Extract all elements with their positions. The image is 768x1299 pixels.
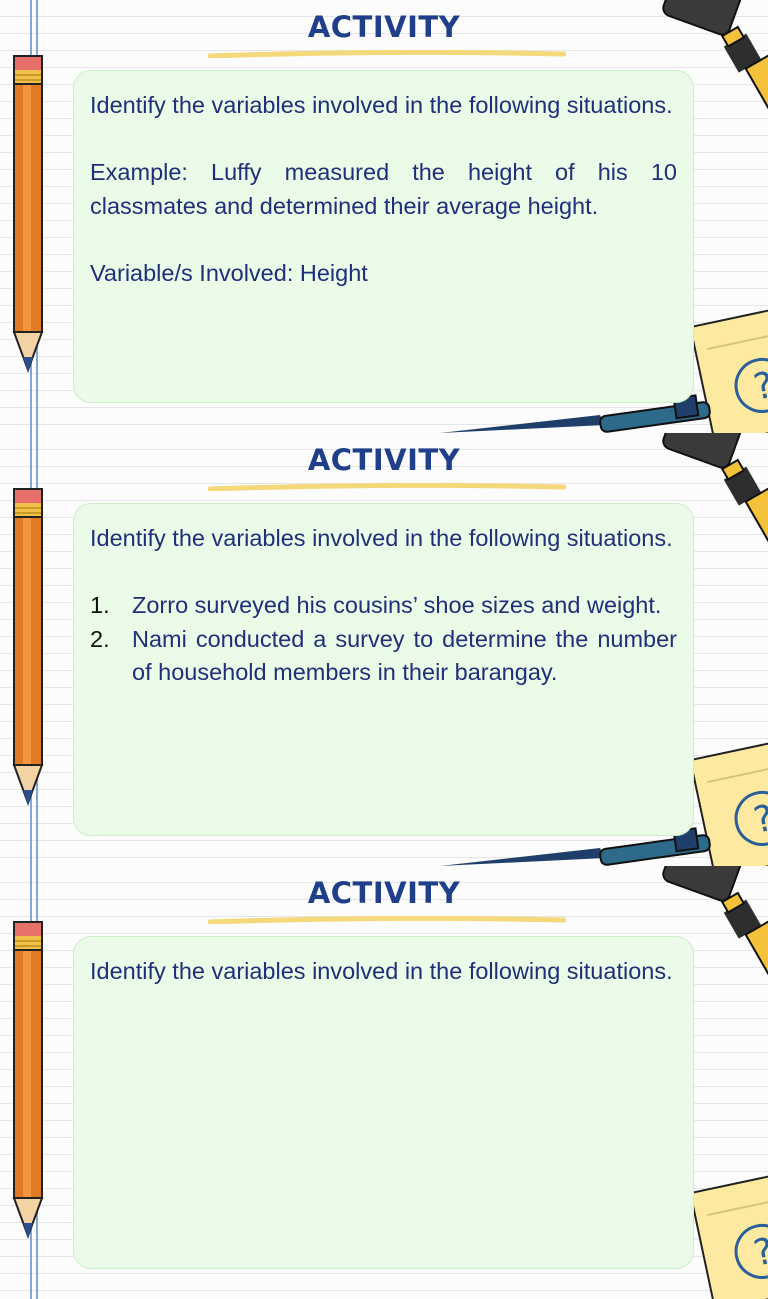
instruction-text: Identify the variables involved in the following situations. (90, 92, 673, 118)
list-item (90, 623, 677, 690)
activity-card (73, 503, 694, 836)
list-item-text: Nami conducted a survey to determine the number of household members in their barangay. (132, 625, 677, 685)
title-underline (208, 483, 566, 491)
pencil-icon (8, 918, 48, 1248)
list-number: 2. (90, 625, 110, 652)
instruction-text: Identify the variables involved in the following situations. (90, 958, 673, 984)
slide-title: ACTIVITY (307, 10, 461, 44)
instruction-text: Identify the variables involved in the following situations. (90, 525, 673, 551)
slide-1 (0, 0, 768, 433)
pencil-icon (8, 485, 48, 815)
slide-2 (0, 433, 768, 866)
list-item-text: Zorro surveyed his cousins’ shoe sizes and weight. (132, 592, 662, 618)
title-underline (208, 50, 566, 58)
slide-title: ACTIVITY (307, 443, 461, 477)
situation-list (90, 589, 677, 690)
slide-3 (0, 866, 768, 1299)
activity-card (73, 70, 694, 403)
activity-card (73, 936, 694, 1269)
answer-text: Variable/s Involved: Height (90, 259, 368, 286)
list-item (90, 589, 677, 623)
title-underline (208, 916, 566, 924)
pencil-icon (8, 52, 48, 382)
slide-title: ACTIVITY (307, 876, 461, 910)
example-text: Example: Luffy measured the height of his 10 classmates and determined their average height. (90, 159, 677, 219)
list-number: 1. (90, 592, 110, 618)
